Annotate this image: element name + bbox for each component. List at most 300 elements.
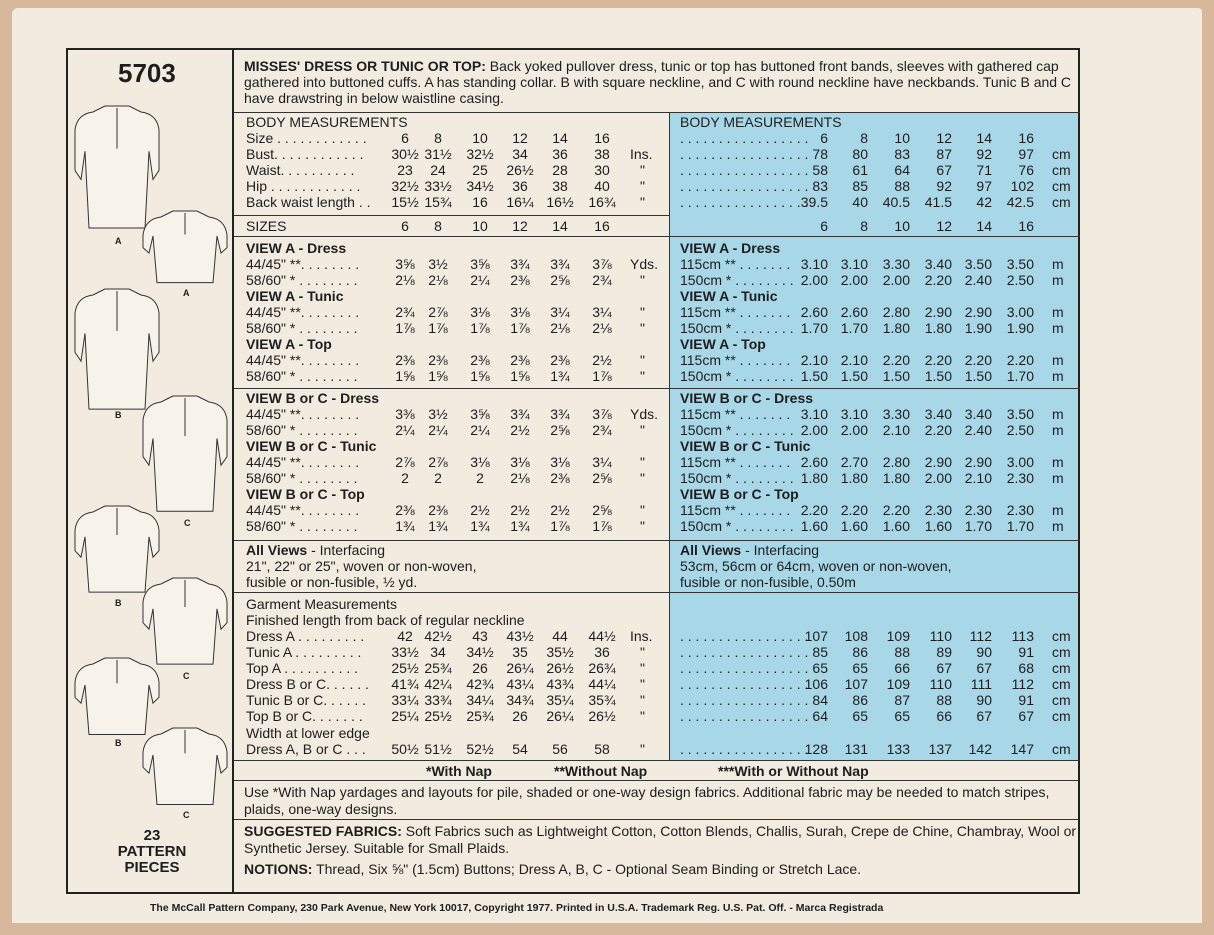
garment-row-metric (0, 660, 1214, 676)
body-measurements-title: BODY MEASUREMENTS (246, 114, 408, 130)
pieces-number: 23 (143, 827, 161, 844)
unit-label: " (640, 676, 645, 692)
interfacing-left-line: 21", 22" or 25", woven or non-woven, (246, 558, 477, 574)
unit-label: m (1052, 272, 1064, 288)
value-cell: 3.40 (924, 406, 952, 422)
with-or-without-nap-label: ***With or Without Nap (718, 763, 869, 779)
value-cell: 1.90 (1006, 320, 1034, 336)
value-cell: 35¼ (546, 692, 574, 708)
value-cell: 1.70 (840, 320, 868, 336)
value-cell: 33½ (424, 178, 452, 194)
value-cell: 1⅞ (550, 518, 570, 534)
value-cell: 2½ (510, 422, 530, 438)
row-label: 115cm ** . . . . . . . (680, 406, 791, 422)
suggested-fabrics (244, 823, 1080, 856)
value-cell: 2⅞ (428, 304, 448, 320)
value-cell: 2.10 (882, 422, 910, 438)
row-label: Dress A, B or C . . . (246, 741, 366, 757)
yardage-row (0, 368, 1214, 384)
value-cell: 1⅝ (428, 368, 448, 384)
value-cell: 54 (512, 741, 528, 757)
value-cell: 64 (894, 162, 910, 178)
row-label: 58/60" * . . . . . . . . (246, 272, 358, 288)
unit-label: m (1052, 368, 1064, 384)
yardage-row (0, 470, 1214, 486)
value-cell: 39.5 (800, 194, 828, 210)
value-cell: 147 (1010, 741, 1034, 757)
view-label: B (115, 410, 122, 420)
value-cell: 3⅞ (592, 256, 612, 272)
value-cell: 97 (1018, 146, 1034, 162)
unit-label: cm (1052, 660, 1071, 676)
value-cell: 25 (472, 162, 488, 178)
row-label: 150cm * . . . . . . . . (680, 368, 794, 384)
value-cell: 2⅜ (510, 352, 530, 368)
row-label: 115cm ** . . . . . . . (680, 454, 791, 470)
row-label: . . . . . . . . . . . . . . . . . (680, 162, 809, 178)
value-cell: 51½ (424, 741, 452, 757)
value-cell: 40 (852, 194, 868, 210)
yardage-row (0, 518, 1214, 534)
value-cell: 1.50 (964, 368, 992, 384)
value-cell: 2⅝ (550, 422, 570, 438)
unit-label: m (1052, 518, 1064, 534)
value-cell: 30½ (391, 146, 419, 162)
value-cell: 6 (820, 218, 828, 234)
row-label: 150cm * . . . . . . . . (680, 470, 794, 486)
value-cell: 6 (401, 218, 409, 234)
row-label: VIEW B or C - Tunic (246, 438, 377, 454)
body-row-metric (0, 130, 1214, 146)
value-cell: 2.00 (800, 422, 828, 438)
value-cell: 1.70 (964, 518, 992, 534)
value-cell: 3⅛ (470, 304, 490, 320)
view-heading (0, 390, 1214, 406)
value-cell: 61 (852, 162, 868, 178)
unit-label: " (640, 162, 645, 178)
value-cell: 88 (936, 692, 952, 708)
view-label: B (115, 598, 122, 608)
value-cell: 92 (936, 178, 952, 194)
body-row-metric (0, 178, 1214, 194)
unit-label: " (640, 692, 645, 708)
unit-label: m (1052, 470, 1064, 486)
value-cell: 2⅛ (428, 272, 448, 288)
fabrics-title: SUGGESTED FABRICS: (244, 823, 402, 839)
value-cell: 2.20 (924, 352, 952, 368)
value-cell: 1.60 (924, 518, 952, 534)
value-cell: 2¼ (470, 422, 490, 438)
unit-label: m (1052, 256, 1064, 272)
notions-body: Thread, Six ⅝" (1.5cm) Buttons; Dress A, B, C - Optional Seam Binding or Stretch Lace. (316, 861, 862, 877)
interfacing-left-line: fusible or non-fusible, ½ yd. (246, 574, 418, 590)
unit-label: m (1052, 320, 1064, 336)
row-label: 44/45" **. . . . . . . . (246, 454, 360, 470)
value-cell: 25¾ (424, 660, 452, 676)
value-cell: 91 (1018, 644, 1034, 660)
value-cell: 8 (434, 130, 442, 146)
value-cell: 1.60 (882, 518, 910, 534)
value-cell: 2.20 (800, 502, 828, 518)
value-cell: 25¼ (391, 708, 419, 724)
value-cell: 142 (968, 741, 992, 757)
value-cell: 44¼ (588, 676, 616, 692)
garment-sketch (140, 722, 230, 807)
value-cell: 28 (552, 162, 568, 178)
row-label: 150cm * . . . . . . . . (680, 320, 794, 336)
value-cell: 1⅝ (510, 368, 530, 384)
value-cell: 2.30 (964, 502, 992, 518)
value-cell: 2.10 (800, 352, 828, 368)
row-label: VIEW A - Top (680, 336, 766, 352)
value-cell: 34¼ (466, 692, 494, 708)
value-cell: 34 (430, 644, 446, 660)
value-cell: 42¼ (424, 676, 452, 692)
value-cell: 2.60 (800, 454, 828, 470)
row-label: Waist. . . . . . . . . . (246, 162, 355, 178)
unit-label: " (640, 194, 645, 210)
yardage-row (0, 256, 1214, 272)
value-cell: 43½ (506, 628, 534, 644)
value-cell: 67 (1018, 708, 1034, 724)
value-cell: 26 (512, 708, 528, 724)
value-cell: 90 (976, 644, 992, 660)
value-cell: 25½ (391, 660, 419, 676)
value-cell: 2½ (510, 502, 530, 518)
value-cell: 89 (936, 644, 952, 660)
value-cell: 25½ (424, 708, 452, 724)
value-cell: 3⅛ (470, 454, 490, 470)
with-nap-label: *With Nap (426, 763, 492, 779)
unit-label: " (640, 422, 645, 438)
value-cell: 44½ (588, 628, 616, 644)
value-cell: 80 (852, 146, 868, 162)
value-cell: 1¾ (510, 518, 530, 534)
row-label: VIEW A - Top (246, 336, 332, 352)
row-label: Back waist length . . (246, 194, 371, 210)
unit-label: cm (1052, 644, 1071, 660)
value-cell: 26½ (506, 162, 534, 178)
view-heading (0, 336, 1214, 352)
rule (234, 780, 1080, 781)
value-cell: 67 (936, 162, 952, 178)
value-cell: 2.30 (1006, 470, 1034, 486)
value-cell: 113 (1011, 628, 1034, 644)
value-cell: 14 (976, 218, 992, 234)
value-cell: 2¼ (395, 422, 415, 438)
unit-label: cm (1052, 708, 1071, 724)
unit-label: m (1052, 352, 1064, 368)
interfacing-right (680, 542, 819, 558)
value-cell: 2.80 (882, 454, 910, 470)
value-cell: 30 (594, 162, 610, 178)
value-cell: 2⅜ (428, 502, 448, 518)
rule (234, 592, 1080, 593)
unit-label: m (1052, 406, 1064, 422)
value-cell: 14 (552, 218, 568, 234)
value-cell: 8 (860, 130, 868, 146)
value-cell: 78 (812, 146, 828, 162)
value-cell: 83 (894, 146, 910, 162)
row-label: 115cm ** . . . . . . . (680, 502, 791, 518)
unit-label: Ins. (630, 146, 653, 162)
value-cell: 1⅝ (470, 368, 490, 384)
value-cell: 42 (976, 194, 992, 210)
row-label: . . . . . . . . . . . . . . . . . (680, 692, 809, 708)
value-cell: 3.40 (924, 256, 952, 272)
row-label: 58/60" * . . . . . . . . (246, 518, 358, 534)
value-cell: 86 (852, 692, 868, 708)
value-cell: 3.40 (964, 406, 992, 422)
value-cell: 83 (812, 178, 828, 194)
value-cell: 1⅞ (592, 368, 612, 384)
value-cell: 67 (976, 660, 992, 676)
value-cell: 2.00 (800, 272, 828, 288)
value-cell: 44 (552, 628, 568, 644)
unit-label: Ins. (630, 628, 653, 644)
yardage-row (0, 502, 1214, 518)
garment-row-metric (0, 708, 1214, 724)
value-cell: 16 (1018, 218, 1034, 234)
value-cell: 2 (434, 470, 442, 486)
row-label: . . . . . . . . . . . . . . . . . (680, 676, 809, 692)
value-cell: 12 (512, 130, 528, 146)
value-cell: 2.40 (964, 422, 992, 438)
value-cell: 2.10 (840, 352, 868, 368)
row-label: Size . . . . . . . . . . . . (246, 130, 367, 146)
value-cell: 2⅛ (592, 320, 612, 336)
value-cell: 3¾ (550, 406, 570, 422)
row-label: . . . . . . . . . . . . . . . . . (680, 146, 809, 162)
unit-label: Yds. (630, 256, 659, 272)
value-cell: 2.00 (840, 272, 868, 288)
value-cell: 92 (976, 146, 992, 162)
value-cell: 12 (512, 218, 528, 234)
value-cell: 23 (397, 162, 413, 178)
value-cell: 2⅛ (550, 320, 570, 336)
row-label: 44/45" **. . . . . . . . (246, 502, 360, 518)
value-cell: 2.50 (1006, 272, 1034, 288)
value-cell: 32½ (391, 178, 419, 194)
body-measurements-title-metric: BODY MEASUREMENTS (680, 114, 842, 130)
value-cell: 97 (976, 178, 992, 194)
value-cell: 1⅞ (395, 320, 415, 336)
value-cell: 31½ (424, 146, 452, 162)
value-cell: 41.5 (924, 194, 952, 210)
value-cell: 1.80 (924, 320, 952, 336)
value-cell: 1.80 (882, 320, 910, 336)
unit-label: " (640, 304, 645, 320)
value-cell: 1⅞ (470, 320, 490, 336)
value-cell: 3⅛ (510, 304, 530, 320)
value-cell: 2⅞ (395, 454, 415, 470)
value-cell: 2.30 (924, 502, 952, 518)
view-heading (0, 288, 1214, 304)
value-cell: 2⅛ (395, 272, 415, 288)
row-label: 58/60" * . . . . . . . . (246, 368, 358, 384)
unit-label: " (640, 272, 645, 288)
value-cell: 2.50 (1006, 422, 1034, 438)
value-cell: 3⅞ (592, 406, 612, 422)
value-cell: 16¾ (588, 194, 616, 210)
unit-label: " (640, 368, 645, 384)
row-label: VIEW B or C - Dress (246, 390, 380, 406)
view-heading (0, 438, 1214, 454)
row-label: VIEW A - Tunic (680, 288, 778, 304)
value-cell: 2.60 (840, 304, 868, 320)
description-body: Back yoked pullover dress, tunic or top has buttoned front bands, sleeves with gathered cap gathered into buttoned cuffs. A has standing collar. B with square neckline, and C with round neckline have neckbands. Tunic B and C have drawstring in below waistline casing. (244, 58, 1072, 106)
value-cell: 34½ (466, 178, 494, 194)
value-cell: 2.00 (882, 272, 910, 288)
value-cell: 33¼ (391, 692, 419, 708)
row-label: 150cm * . . . . . . . . (680, 272, 794, 288)
yardage-row (0, 454, 1214, 470)
yardage-row (0, 304, 1214, 320)
copyright-footer: The McCall Pattern Company, 230 Park Avenue, New York 10017, Copyright 1977. Printed in U.S.A. Trademark Reg. U.S. Pat. Off. - Marca Registrada (150, 902, 884, 914)
row-label: Dress B or C. . . . . . (246, 676, 369, 692)
unit-label: cm (1052, 692, 1071, 708)
value-cell: 65 (894, 708, 910, 724)
row-label: SIZES (246, 218, 287, 234)
unit-label: " (640, 470, 645, 486)
interfacing-rest: - Interfacing (307, 542, 386, 558)
unit-label: " (640, 518, 645, 534)
value-cell: 58 (812, 162, 828, 178)
value-cell: 2¼ (470, 272, 490, 288)
fabrics-body: Soft Fabrics such as Lightweight Cotton, Cotton Blends, Challis, Surah, Crepe de Chine, Chambray, Wool or Synthetic Jersey. Suitable for Small Plaids. (244, 823, 1077, 856)
yardage-row (0, 422, 1214, 438)
value-cell: 2⅜ (395, 502, 415, 518)
value-cell: 1¾ (470, 518, 490, 534)
value-cell: 43 (472, 628, 488, 644)
row-label: 44/45" **. . . . . . . . (246, 256, 360, 272)
value-cell: 16 (1018, 130, 1034, 146)
interfacing-title: All Views (246, 542, 308, 558)
width-row-metric (0, 741, 1214, 757)
value-cell: 1.50 (840, 368, 868, 384)
value-cell: 86 (852, 644, 868, 660)
value-cell: 3.10 (800, 406, 828, 422)
value-cell: 67 (976, 708, 992, 724)
value-cell: 71 (976, 162, 992, 178)
unit-label: m (1052, 502, 1064, 518)
unit-label: cm (1052, 628, 1071, 644)
row-label: 115cm ** . . . . . . . (680, 304, 791, 320)
row-label: 58/60" * . . . . . . . . (246, 422, 358, 438)
value-cell: 12 (936, 218, 952, 234)
value-cell: 3¼ (592, 454, 612, 470)
row-label: . . . . . . . . . . . . . . . . . (680, 660, 809, 676)
unit-label: Yds. (630, 406, 659, 422)
value-cell: 35½ (546, 644, 574, 660)
row-label: 115cm ** . . . . . . . (680, 352, 791, 368)
value-cell: 15¾ (424, 194, 452, 210)
interfacing-left (246, 542, 385, 558)
value-cell: 16½ (546, 194, 574, 210)
value-cell: 2⅜ (428, 352, 448, 368)
unit-label: " (640, 502, 645, 518)
value-cell: 2⅝ (592, 470, 612, 486)
value-cell: 3.00 (1006, 304, 1034, 320)
row-label: 44/45" **. . . . . . . . (246, 304, 360, 320)
value-cell: 2¾ (395, 304, 415, 320)
body-row-metric (0, 194, 1214, 210)
value-cell: 43¾ (546, 676, 574, 692)
value-cell: 110 (929, 676, 952, 692)
value-cell: 112 (1011, 676, 1034, 692)
value-cell: 1.60 (800, 518, 828, 534)
row-label: Tunic B or C. . . . . . (246, 692, 367, 708)
value-cell: 10 (472, 218, 488, 234)
value-cell: 1.90 (964, 320, 992, 336)
row-label: Dress A . . . . . . . . . (246, 628, 365, 644)
value-cell: 1.80 (800, 470, 828, 486)
value-cell: 1¾ (395, 518, 415, 534)
value-cell: 3¼ (550, 304, 570, 320)
value-cell: 109 (886, 628, 910, 644)
row-label: . . . . . . . . . . . . . . . . . (680, 178, 809, 194)
value-cell: 3⅛ (550, 454, 570, 470)
value-cell: 133 (886, 741, 910, 757)
rule (234, 388, 1080, 389)
unit-label: " (640, 708, 645, 724)
unit-label: " (640, 454, 645, 470)
value-cell: 15½ (391, 194, 419, 210)
value-cell: 3½ (428, 406, 448, 422)
value-cell: 40 (594, 178, 610, 194)
value-cell: 2.90 (964, 304, 992, 320)
value-cell: 8 (860, 218, 868, 234)
unit-label: cm (1052, 194, 1071, 210)
value-cell: 3¾ (510, 406, 530, 422)
value-cell: 58 (594, 741, 610, 757)
view-label: A (115, 236, 122, 246)
interfacing-rest-metric: - Interfacing (741, 542, 820, 558)
value-cell: 87 (894, 692, 910, 708)
value-cell: 36 (512, 178, 528, 194)
value-cell: 3⅛ (510, 454, 530, 470)
notions-title: NOTIONS: (244, 861, 313, 877)
rule (234, 215, 670, 216)
value-cell: 42¾ (466, 676, 494, 692)
value-cell: 2⅞ (428, 454, 448, 470)
value-cell: 65 (852, 660, 868, 676)
unit-label: m (1052, 422, 1064, 438)
unit-label: cm (1052, 676, 1071, 692)
value-cell: 2⅜ (550, 352, 570, 368)
value-cell: 33¾ (424, 692, 452, 708)
value-cell: 32½ (466, 146, 494, 162)
value-cell: 2.80 (882, 304, 910, 320)
interfacing-right-line: fusible or non-fusible, 0.50m (680, 574, 856, 590)
rule (234, 819, 1080, 820)
row-label: . . . . . . . . . . . . . . . . . (680, 644, 809, 660)
value-cell: 102 (1010, 178, 1034, 194)
row-label: . . . . . . . . . . . . . . . . . (680, 708, 809, 724)
row-label: Tunic A . . . . . . . . . (246, 644, 362, 660)
value-cell: 76 (1018, 162, 1034, 178)
value-cell: 3⅝ (395, 256, 415, 272)
value-cell: 3.50 (964, 256, 992, 272)
row-label: Bust. . . . . . . . . . . . (246, 146, 364, 162)
garment-row-metric (0, 676, 1214, 692)
pattern-number: 5703 (118, 58, 176, 88)
unit-label: " (640, 741, 645, 757)
value-cell: 24 (430, 162, 446, 178)
value-cell: 42.5 (1006, 194, 1034, 210)
value-cell: 3¾ (510, 256, 530, 272)
value-cell: 1⅞ (510, 320, 530, 336)
